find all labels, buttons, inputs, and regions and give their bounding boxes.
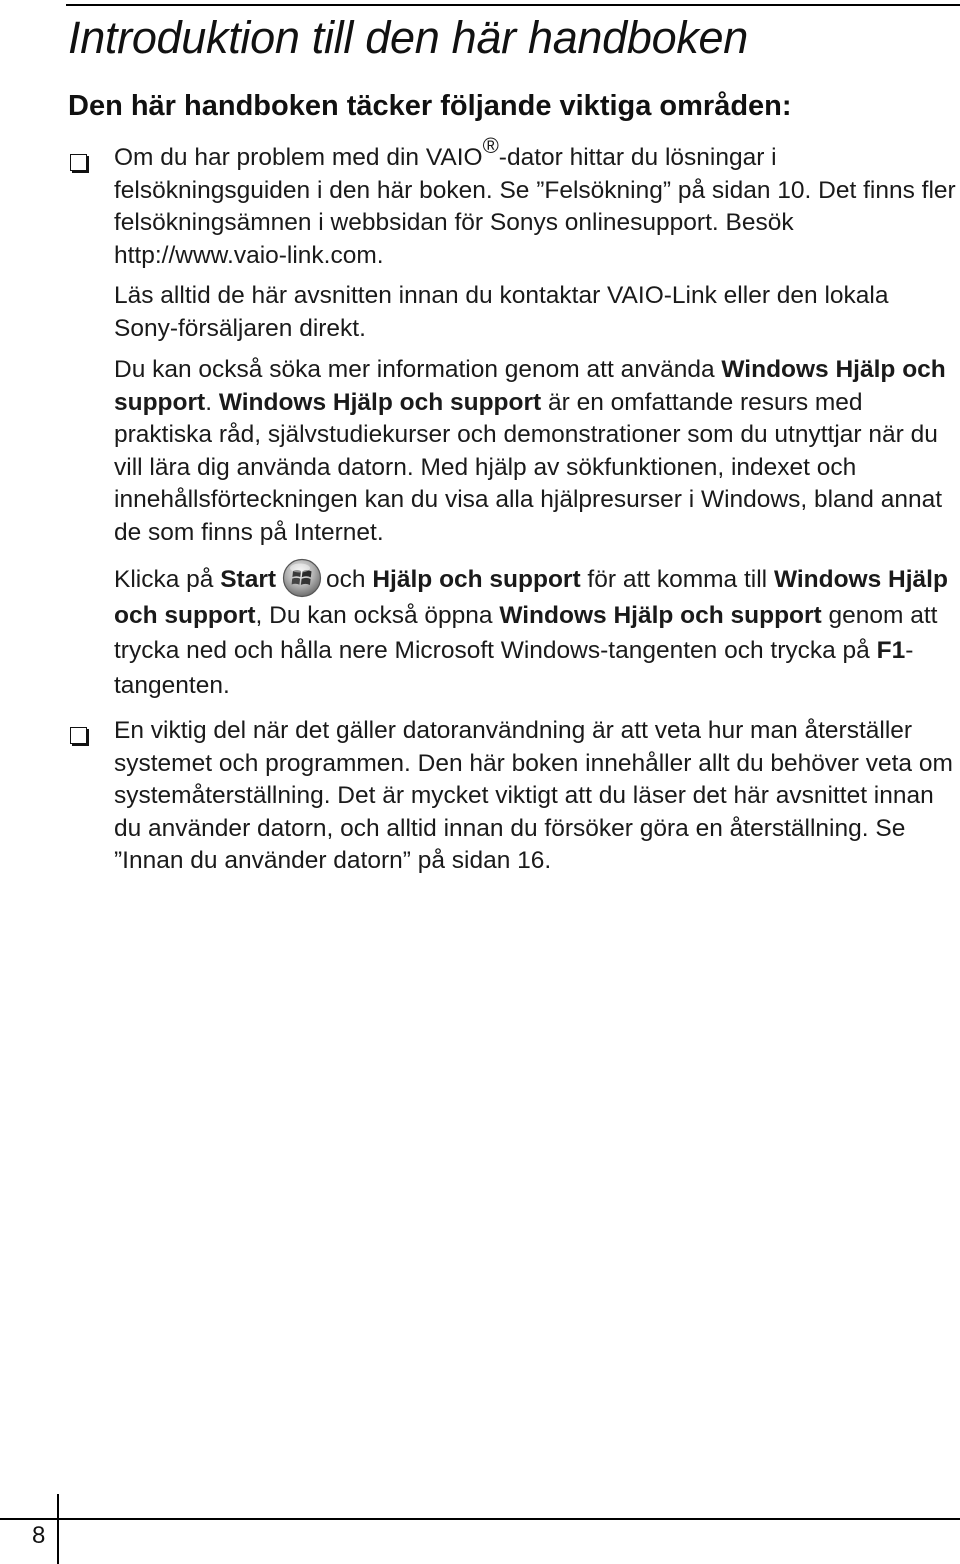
bold-text: Windows Hjälp och support xyxy=(218,388,542,416)
text-span: är en omfattande resurs med praktiska råd, självstudiekurser och demonstrationer som du utnyttjar när du vill lära dig använda datorn. Med hjälp av sökfunktionen, indexet och innehållsförteckningen kan du visa alla hjälpresurser i Windows, bland annat de som finns på Internet. xyxy=(114,388,943,546)
bullet-item xyxy=(66,133,956,703)
windows-start-icon xyxy=(282,558,322,598)
paragraph-contact: Läs alltid de här avsnitten innan du kontaktar VAIO-Link eller den lokala Sony-försäljaren direkt. xyxy=(114,282,889,342)
bold-text: Windows Hjälp och support xyxy=(114,566,948,629)
text-span: , Du kan också öppna xyxy=(255,602,500,629)
footer-rule xyxy=(0,1518,960,1520)
page-title: Introduktion till den här handboken xyxy=(68,12,748,63)
text-span: och xyxy=(326,566,373,593)
bullet-list xyxy=(66,133,956,878)
bold-text: F1 xyxy=(876,637,906,664)
checkbox-bullet-icon xyxy=(70,727,87,744)
text-span: -tangenten. xyxy=(114,637,914,699)
checkbox-bullet-icon xyxy=(70,154,87,171)
page-number: 8 xyxy=(32,1522,46,1549)
paragraph-help-support xyxy=(114,354,956,549)
text-span: Klicka på xyxy=(114,566,221,593)
text-span: genom att trycka ned och hålla nere Microsoft Windows-tangenten och trycka på xyxy=(114,602,938,664)
text-span: Om du har problem med din VAIO xyxy=(114,144,483,171)
text-span: -dator hittar du lösningar i felsökningsguiden i den här boken. Se ”Felsökning” på sidan 10. Det finns fler felsökningsämnen i webbsidan för Sonys onlinesupport. Besök http://www.vaio-link.com. xyxy=(114,144,956,269)
paragraph-start-instructions xyxy=(114,558,956,703)
bold-text: Hjälp och support xyxy=(372,566,581,593)
bold-text: Windows Hjälp och support xyxy=(499,602,822,629)
bold-text: Windows Hjälp och support xyxy=(114,356,946,416)
footer-divider xyxy=(57,1494,59,1564)
text-span: för att komma till xyxy=(580,566,774,593)
header-rule xyxy=(66,4,960,6)
text-span: Du kan också söka mer information genom att använda xyxy=(114,356,722,383)
paragraph-recovery: En viktig del när det gäller datoranvändning är att veta hur man återställer systemet och programmen. Den här boken innehåller allt du behöver veta om systemåterställning. Det är mycket viktigt att du läser det här avsnittet innan du använder datorn, och alltid innan du försöker göra en återställning. Se ”Innan du använder datorn” på sidan 16. xyxy=(114,717,953,874)
section-subtitle: Den här handboken täcker följande viktiga områden: xyxy=(68,90,792,122)
registered-mark: ® xyxy=(482,133,499,158)
paragraph-troubleshooting xyxy=(114,133,956,272)
bold-text: Start xyxy=(220,566,277,593)
text-span: . xyxy=(205,388,219,416)
bullet-item xyxy=(66,715,956,878)
